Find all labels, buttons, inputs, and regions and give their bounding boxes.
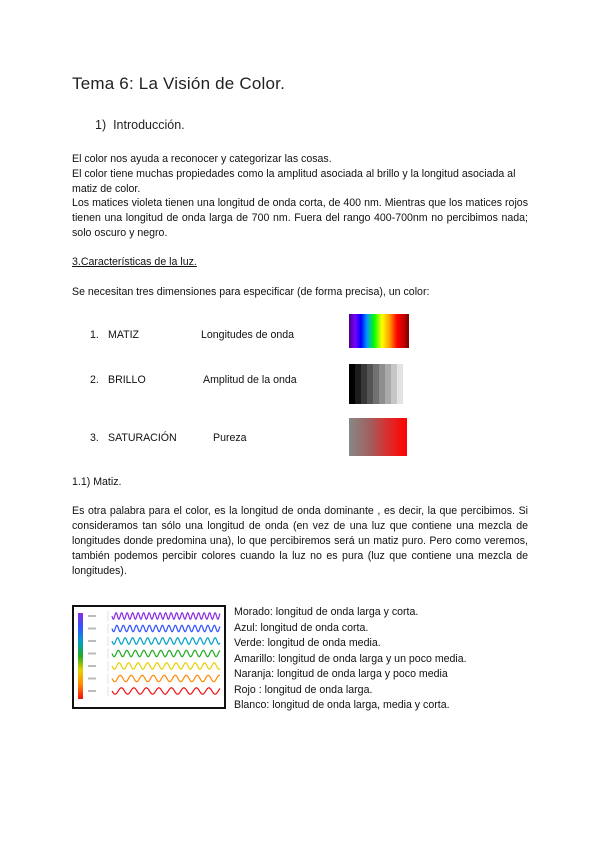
list-item: Naranja: longitud de onda larga y poco media — [234, 668, 448, 680]
section3-heading: 3.Características de la luz. — [72, 256, 197, 268]
wave-label-stub — [88, 640, 96, 642]
dimension-matiz-name: MATIZ — [108, 329, 139, 341]
dimension-brillo-desc: Amplitud de la onda — [203, 374, 297, 386]
intro-paragraph-3: Los matices violeta tienen una longitud de onda corta, de 400 nm. Mientras que los matices rojos tienen una longitud de onda larga de 700 nm. Fuera del rango 400-700nm no percibimos nada; solo oscuro y negro. — [72, 197, 528, 239]
wave-line — [112, 688, 220, 694]
wave-label-stub — [88, 615, 96, 617]
dimension-matiz-number: 1. — [90, 329, 99, 341]
hue-spectrum-swatch — [349, 314, 409, 348]
list-item: Amarillo: longitud de onda larga y un poco media. — [234, 652, 467, 665]
wave-line — [112, 663, 220, 669]
wave-label-stub — [88, 690, 96, 692]
wave-line — [112, 675, 220, 681]
section-number: 1) — [95, 118, 107, 132]
wave-label-stub — [88, 678, 96, 680]
wave-label-stub — [88, 665, 96, 667]
dimension-brillo-name: BRILLO — [108, 374, 146, 386]
saturation-scale-swatch — [349, 418, 407, 456]
list-item: Morado: longitud de onda larga y corta. — [234, 606, 419, 618]
intro-paragraph-1: El color nos ayuda a reconocer y categorizar las cosas. — [72, 153, 332, 165]
dimension-matiz-desc: Longitudes de onda — [201, 329, 295, 341]
dimension-saturacion-desc: Pureza — [213, 432, 247, 444]
wave-diagram — [74, 607, 224, 707]
list-item: Azul: longitud de onda corta. — [234, 621, 369, 634]
page-title: Tema 6: La Visión de Color. — [72, 74, 285, 93]
spectrum-bar — [78, 613, 83, 699]
intro-paragraph-2: El color tiene muchas propiedades como la amplitud asociada al brillo y la longitud asociada al matiz de color. — [72, 168, 516, 195]
dimension-brillo-number: 2. — [90, 374, 99, 386]
wave-line — [112, 625, 220, 631]
wave-label-stub — [88, 653, 96, 655]
section-intro-heading — [95, 118, 185, 132]
color-wavelength-list — [234, 605, 467, 714]
dimension-saturacion-name: SATURACIÓN — [108, 432, 177, 444]
list-item: Blanco: longitud de onda larga, media y corta. — [234, 699, 450, 711]
dimension-saturacion-number: 3. — [90, 432, 99, 444]
wave-line — [112, 638, 220, 644]
section-label: Introducción. — [113, 118, 185, 132]
wavelength-figure — [72, 605, 226, 709]
list-item: Rojo : longitud de onda larga. — [234, 683, 373, 696]
subsection-heading: 1.1) Matiz. — [72, 476, 122, 488]
brightness-scale-swatch — [349, 364, 409, 404]
subsection-text: Es otra palabra para el color, es la longitud de onda dominante , es decir, la que percibimos. Si consideramos tan sólo una longitud de onda (en vez de una luz que contiene una mezcla de longitudes donde predomina una), lo que percibiremos será un matiz puro. Pero como veremos, también podemos percibir colores cuando la luz no es pura (luz que contiene una mezcla de longitudes). — [72, 505, 528, 577]
brightness-step — [403, 364, 409, 404]
section3-lead: Se necesitan tres dimensiones para especificar (de forma precisa), un color: — [72, 286, 430, 298]
wave-line — [112, 650, 220, 656]
wave-label-stub — [88, 628, 96, 630]
list-item: Verde: longitud de onda media. — [234, 637, 381, 649]
wave-line — [112, 613, 220, 619]
